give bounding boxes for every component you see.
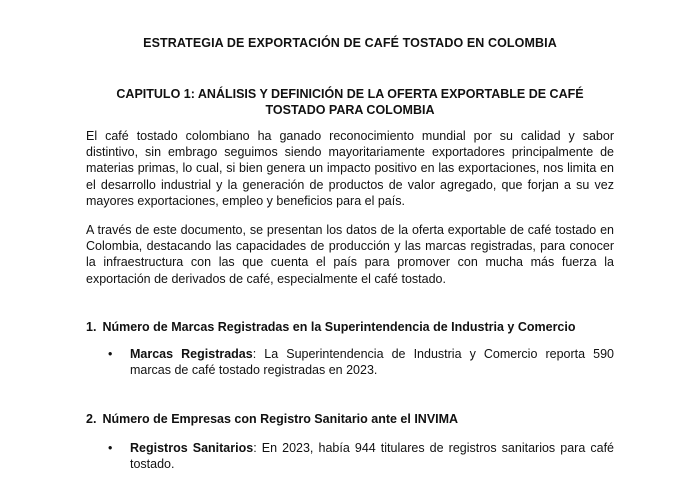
bullet-label: Registros Sanitarios — [130, 441, 254, 455]
bullet-text: : La Superintendencia de Industria y Comercio reporta 590 marcas de café tostado registradas en 2023. — [130, 347, 614, 378]
bullet-content — [130, 346, 614, 378]
section-number: 1. — [86, 320, 97, 334]
bullet-icon: • — [108, 441, 113, 455]
section-heading-text: Número de Empresas con Registro Sanitario ante el INVIMA — [102, 412, 459, 426]
section-number: 2. — [86, 412, 97, 426]
section-heading-2 — [86, 412, 646, 426]
intro-paragraph: El café tostado colombiano ha ganado reconocimiento mundial por su calidad y sabor distintivo, sin embrago seguimos siendo mayoritariamente exportadores principalmente de materias primas, lo cual, si bien genera un impacto positivo en las exportaciones, nos limita en el desarrollo industrial y la generación de productos de valor agregado, que forjan a su vez mayores exportaciones, empleo y beneficios para el país. — [86, 129, 614, 208]
document-title: ESTRATEGIA DE EXPORTACIÓN DE CAFÉ TOSTADO EN COLOMBIA — [143, 36, 557, 50]
bullet-icon: • — [108, 347, 113, 361]
section-heading-text: Número de Marcas Registradas en la Superintendencia de Industria y Comercio — [102, 320, 576, 334]
chapter-title: CAPITULO 1: ANÁLISIS Y DEFINICIÓN DE LA OFERTA EXPORTABLE DE CAFÉ TOSTADO PARA COLOMBIA — [116, 87, 584, 117]
bullet-text: : En 2023, había 944 titulares de registros sanitarios para café tostado. — [130, 441, 614, 472]
section-heading-1 — [86, 320, 646, 334]
bullet-label: Marcas Registradas — [130, 347, 253, 361]
purpose-paragraph: A través de este documento, se presentan los datos de la oferta exportable de café tostado en Colombia, destacando las capacidades de producción y las marcas registradas, para conocer la infraestructura con las que cuenta el país para promover con mucha más fuerza la exportación de derivados de café, especialmente el café tostado. — [86, 223, 614, 286]
bullet-content — [130, 440, 614, 472]
